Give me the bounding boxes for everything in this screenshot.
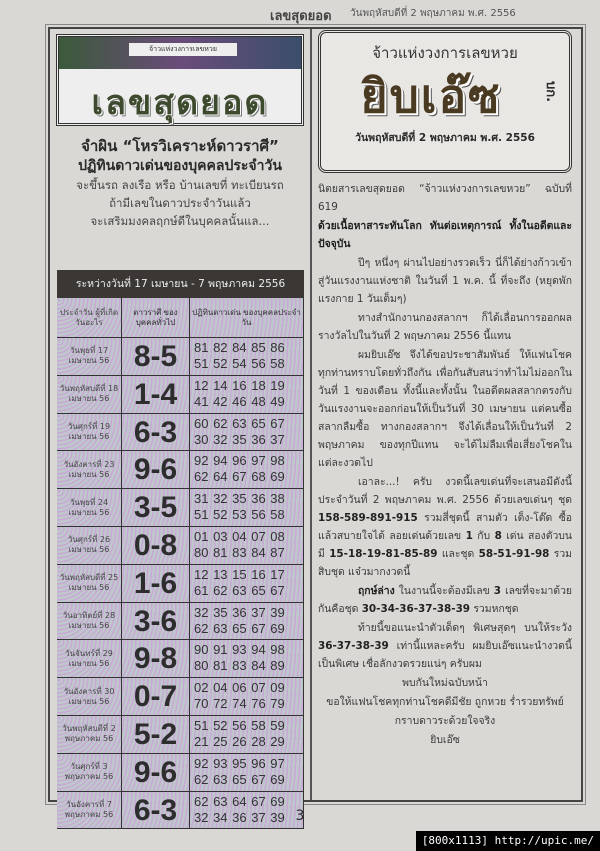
day-cell: วันจันทร์ที่ 29 เมษายน 56 [57,640,122,677]
day-cell: วันพฤหัสบดีที่ 25 เมษายน 56 [57,565,122,602]
day-cell: วันอังคารที่ 30 เมษายน 56 [57,678,122,715]
image-size-watermark[interactable]: [800x1113] http://upic.me/ [416,831,600,851]
heading-line: จะเสริมมงคลฤกษ์ดีในบุคคลนั้นแล... [90,214,270,228]
numbers-line: 21 25 26 28 29 [194,733,285,749]
heading-title: จำผิน “โหรวิเคราะห์ดาวราศี” [81,137,279,155]
paragraph: เอาละ...! ครับ งวดนี้เลขเด่นที่จะเสนอมีดังนี้ ประจำวันที่ 2 พฤษภาคม พ.ศ. 2556 ด้วยเลขเด่นๆ ชุด 158-589-891-915 รวมสี่ชุดนี้ สามตัว เต็ง-โต๊ด ซื้อแล้วสบายใจได้ ลอยเด่นด้วยเลข 1 กับ 8 เด่น สองตัวบนมี 15-18-19-81-85-89 และชุด 58-51-91-98 รวมสิบชุด แจ๋วมากงวดนี้ [318,476,572,578]
numbers-line: 81 82 84 85 86 [194,340,285,355]
heading-line: ถ้ามีเลขในดาวประจำวันแล้ว [109,196,251,210]
logo-edition: บก. [543,81,558,103]
numbers-line: 62 63 65 67 69 [194,620,285,636]
right-logo [318,30,572,173]
numbers-line: 90 91 93 94 98 [194,642,285,658]
table-row [57,338,304,376]
table-header-row [57,298,304,338]
article-intro: นิตยสารเลขสุดยอด “จ้าวแห่งวงการเลขหวย” ฉบับที่ 619 [318,183,572,213]
header-brand: เลขสุดยอด [270,9,332,24]
zodiac-pair-cell: 1-4 [122,376,190,413]
numbers-line: 51 52 56 58 59 [194,717,285,733]
numbers-line: 92 94 96 97 98 [194,453,285,469]
logo-title: ยิบเอ๊ซ [360,69,502,123]
column-divider [310,29,312,800]
numbers-cell [190,376,304,413]
numbers-line: 62 63 64 67 69 [194,793,285,809]
numbers-line: 30 32 35 36 37 [194,431,285,447]
heading-subtitle: ปฏิทินดาวเด่นของบุคคลประจำวัน [78,158,282,174]
numbers-line: 02 04 06 07 09 [194,680,285,696]
numbers-cell [190,565,304,602]
table-row [57,414,304,452]
numbers-line: 62 64 67 68 69 [194,469,285,485]
numbers-cell [190,754,304,791]
left-logo [56,34,304,126]
numbers-cell [190,489,304,526]
table-row [57,527,304,565]
table-body [57,338,304,829]
zodiac-pair-cell: 3-5 [122,489,190,526]
numbers-line: 32 35 36 37 39 [194,604,285,620]
author-signature: ยิบเอ๊ซ [430,734,460,746]
logo-tagline: จ้าวแห่งวงการเลขหวย [129,43,237,56]
numbers-line: 92 93 95 96 97 [194,755,285,771]
numbers-line: 12 13 15 16 17 [194,566,285,582]
numbers-line: 51 52 53 56 58 [194,507,285,523]
day-cell: วันอังคารที่ 7 พฤษภาคม 56 [57,792,122,829]
table-row [57,754,304,792]
zodiac-pair-cell: 5-2 [122,716,190,753]
numbers-line: 51 52 54 56 58 [194,356,285,371]
column-header: ดาวราศี ของบุคคลทั่วไป [122,298,190,337]
day-cell: วันอังคารที่ 23 เมษายน 56 [57,451,122,488]
zodiac-pair-cell: 9-6 [122,451,190,488]
table-row [57,678,304,716]
table-row [57,716,304,754]
zodiac-pair-cell: 9-6 [122,754,190,791]
paragraph: ปีๆ หนึ่งๆ ผ่านไปอย่างรวดเร็ว นี่ก็ได้ย่างก้าวเข้าสู่วันแรงงานแห่งชาติ ในวันที่ 1 พ.ค. นี้ ที่จะถึง (หยุดพักแรงกาย 1 วันเต็มๆ) [318,257,572,305]
table-row [57,603,304,641]
numbers-line: 80 81 83 84 89 [194,658,285,674]
closing-line: พบกันใหม่ฉบับหน้า [402,677,488,689]
numbers-line: 60 62 63 65 67 [194,415,285,431]
table-row [57,640,304,678]
left-heading [56,136,304,230]
zodiac-pair-cell: 3-6 [122,603,190,640]
lucky-number-table [57,270,304,829]
zodiac-pair-cell: 0-7 [122,678,190,715]
zodiac-pair-cell: 9-8 [122,640,190,677]
numbers-cell [190,640,304,677]
numbers-line: 32 34 36 37 39 [194,809,285,825]
numbers-cell [190,527,304,564]
paragraph: ผมยิบเอ๊ซ จึงได้ขอประชาสัมพันธ์ ให้แฟนโชคทุกท่านทราบโดยทั่วถึงกัน เพื่อกันสับสนว่าทำไมไม่ออกในวันที่ 1 ของเดือน ทั้งนี้และทั้งนั้น ในอดีตผลสลากตรงกับวันแรงงานจะออกก่อนให้เป็นวันที่ 30 เมษายน แต่คนซื้อสลากลืมซื้อ ทางกองสลากฯ จึงได้เลื่อนให้เป็นวันที่ 2 พฤษภาคม ของทุกปีแทน จะได้ไม่ลืมเพื่อเสี่ยงโชคในแต่ละงวดไป [318,349,572,469]
header-date: วันพฤหัสบดีที่ 2 พฤษภาคม พ.ศ. 2556 [350,8,516,19]
numbers-cell [190,678,304,715]
paragraph: ฤกษ์ล่าง ในงานนี้จะต้องมีเลข 3 เลขที่จะมาด้วยกันคือชุด 30-34-36-37-38-39 รวมหกชุด [318,585,572,615]
day-cell: วันพุธที่ 17 เมษายน 56 [57,338,122,375]
day-cell: วันศุกร์ที่ 3 พฤษภาคม 56 [57,754,122,791]
day-cell: วันพุธที่ 24 เมษายน 56 [57,489,122,526]
day-cell: วันพฤหัสบดีที่ 2 พฤษภาคม 56 [57,716,122,753]
column-header: ประจำวัน ผู้ที่เกิดวันอะไร [57,298,122,337]
numbers-line: 80 81 83 84 87 [194,544,285,560]
day-cell: วันศุกร์ที่ 19 เมษายน 56 [57,414,122,451]
numbers-cell [190,716,304,753]
closing-line: กราบดาวระด้วยใจจริง [394,715,496,727]
day-cell: วันอาทิตย์ที่ 28 เมษายน 56 [57,603,122,640]
day-cell: วันพฤหัสบดีที่ 18 เมษายน 56 [57,376,122,413]
numbers-cell [190,414,304,451]
table-row [57,451,304,489]
zodiac-pair-cell: 8-5 [122,338,190,375]
column-header: ปฏิทินดาวเด่น ของบุคคลประจำวัน [190,298,304,337]
zodiac-pair-cell: 1-6 [122,565,190,602]
table-row [57,489,304,527]
zodiac-pair-cell: 6-3 [122,792,190,829]
page-number: 3 [295,808,305,824]
heading-line: จะขึ้นรถ ลงเรือ หรือ บ้านเลขที่ ทะเบียนรถ [76,178,284,192]
numbers-line: 31 32 35 36 38 [194,491,285,507]
numbers-cell [190,603,304,640]
numbers-line: 12 14 16 18 19 [194,377,285,393]
table-row [57,376,304,414]
numbers-cell [190,451,304,488]
numbers-line: 41 42 46 48 49 [194,393,285,409]
numbers-line: 61 62 63 65 67 [194,582,285,598]
logo-date: วันพฤหัสบดีที่ 2 พฤษภาคม พ.ศ. 2556 [355,132,535,144]
numbers-cell [190,338,304,375]
table-row [57,565,304,603]
day-cell: วันศุกร์ที่ 26 เมษายน 56 [57,527,122,564]
table-date-range: ระหว่างวันที่ 17 เมษายน - 7 พฤษภาคม 2556 [57,270,304,298]
numbers-line: 62 63 65 67 69 [194,771,285,787]
numbers-line: 01 03 04 07 08 [194,528,285,544]
running-header [0,2,600,22]
closing-line: ขอให้แฟนโชคทุกท่านโชคดีมีชัย ถูกหวย ร่ำรวยทรัพย์ [326,696,564,708]
article [318,180,572,750]
paragraph: ทางสำนักงานกองสลากฯ ก็ได้เลื่อนการออกผลรางวัลไปในวันที่ 2 พฤษภาคม 2556 นี้แทน [318,312,572,342]
zodiac-pair-cell: 0-8 [122,527,190,564]
zodiac-pair-cell: 6-3 [122,414,190,451]
numbers-line: 70 72 74 76 79 [194,696,285,712]
article-intro-bold: ด้วยเนื้อหาสาระทันโลก ทันต่อเหตุการณ์ ทั้งในอดีตและปัจจุบัน [318,220,572,250]
logo-title: เลขสุดยอด [91,83,269,123]
logo-tagline: จ้าวแห่งวงการเลขหวย [372,44,518,62]
paragraph: ท้ายนี้ขอแนะนำตัวเด็ดๆ พิเศษสุดๆ บนให้ระวัง 36-37-38-39 เท่านี้แหละครับ ผมยิบเอ๊ซแนะนำงวดนี้เป็นพิเศษ เชื่อลักงวดรวยแน่ๆ ครับผม [318,622,572,670]
